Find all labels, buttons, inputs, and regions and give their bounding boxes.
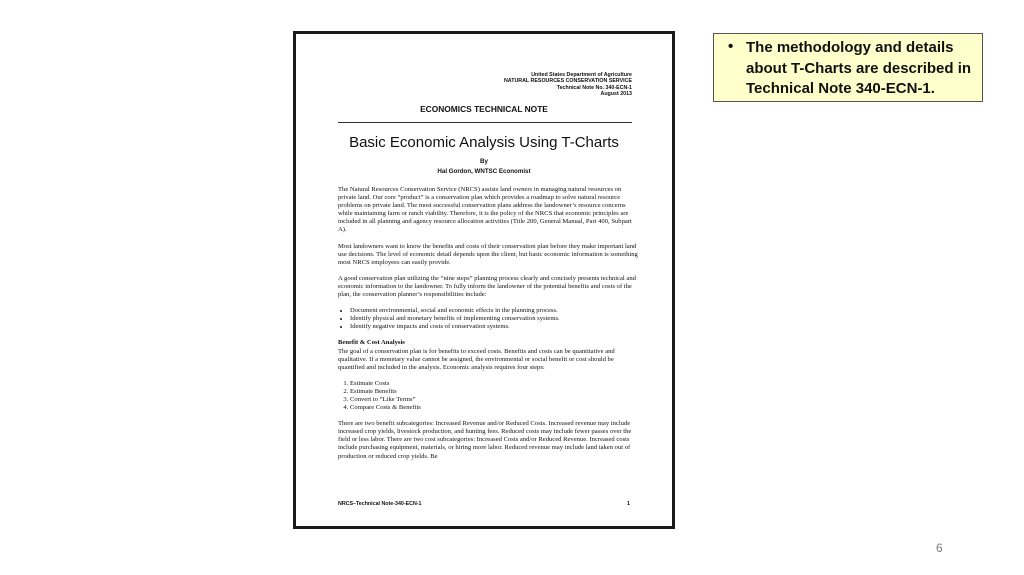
document-footer (338, 501, 630, 507)
footer-note-id: NRCS–Technical Note-340-ECN-1 (338, 501, 422, 507)
body-paragraph: A good conservation plan utilizing the “nine steps” planning process clearly and concisely presents technical and economic information to the landowner. To fully inform the landowner of the potential benefits and costs of the plan, the conservation planner’s responsibilities include: (338, 274, 636, 299)
list-item: 2. Estimate Benefits (350, 388, 640, 396)
byline (296, 157, 672, 177)
document-header (504, 72, 632, 98)
list-item: 4. Compare Costs & Benefits (350, 404, 640, 412)
footer-page-number: 1 (627, 501, 630, 507)
header-date: August 2013 (600, 91, 632, 98)
steps-list (338, 380, 640, 412)
list-item: 3. Convert to “Like Terms” (350, 396, 640, 404)
list-item: • Document environmental, social and economic effects in the planning process. (350, 307, 640, 315)
body-paragraph: The Natural Resources Conservation Service (NRCS) assists land owners in managing natural resources on private land. Our core “product” is a conservation plan which provides a roadmap to solve natural resource problems on private land. The most successful conservation plans address the landowner’s resource concerns while maintaining farm or ranch viability. Therefore, it is the policy of the NRCS that economic principles are included in all planning and agency resource allocation activities (Title 200, General Manual, Part 400, Subpart A). (338, 186, 632, 234)
callout-box (713, 33, 983, 102)
responsibility-list (338, 307, 640, 331)
slide-number: 6 (936, 541, 943, 555)
list-item: • Identify physical and monetary benefits of implementing conservation systems. (350, 315, 640, 323)
callout-text: The methodology and details about T-Charts are described in Technical Note 340-ECN-1. (746, 39, 972, 97)
document-body (338, 186, 640, 469)
document-title: Basic Economic Analysis Using T-Charts (349, 134, 619, 151)
list-item: • Identify negative impacts and costs of conservation systems. (350, 323, 640, 331)
header-service: NATURAL RESOURCES CONSERVATION SERVICE (503, 78, 632, 85)
section-heading: Benefit & Cost Analysis (338, 339, 405, 347)
bullet-icon: • (728, 38, 734, 55)
header-agency: United States Department of Agriculture (531, 72, 632, 78)
byline-author: Hal Gordon, WNTSC Economist (437, 168, 531, 175)
body-paragraph: Most landowners want to know the benefits and costs of their conservation plan before they make important land use decisions. The level of economic detail depends upon the client, but basic economic information is something most NRCS employees can easily provide. (338, 242, 638, 266)
header-note-number: Technical Note No. 340-ECN-1 (556, 84, 632, 91)
header-divider (338, 122, 632, 123)
final-paragraph: There are two benefit subcategories: Increased Revenue and/or Reduced Costs. Increased revenue may include increased crop yields, livestock production, and hunting fees. Reduced costs may include fewer passes over the field or less labor. There are two cost subcategories: Increased Costs and/or Reduced Revenue. Increased costs include purchasing equipment, materials, or hiring more labor. Reduced revenue may include land taken out of production or reduced crop yields. Be (338, 420, 632, 460)
document-kicker: ECONOMICS TECHNICAL NOTE (420, 104, 548, 114)
technical-note-page (293, 31, 675, 529)
byline-by: By (480, 158, 488, 165)
section-paragraph: The goal of a conservation plan is for benefits to exceed costs. Benefits and costs can be quantitative and qualitative. If a monetary value cannot be assigned, the environmental or social benefit or cost should be quantified and included in the analysis. Economic analysis requires four steps: (338, 347, 615, 371)
list-item: 1. Estimate Costs (350, 380, 640, 388)
